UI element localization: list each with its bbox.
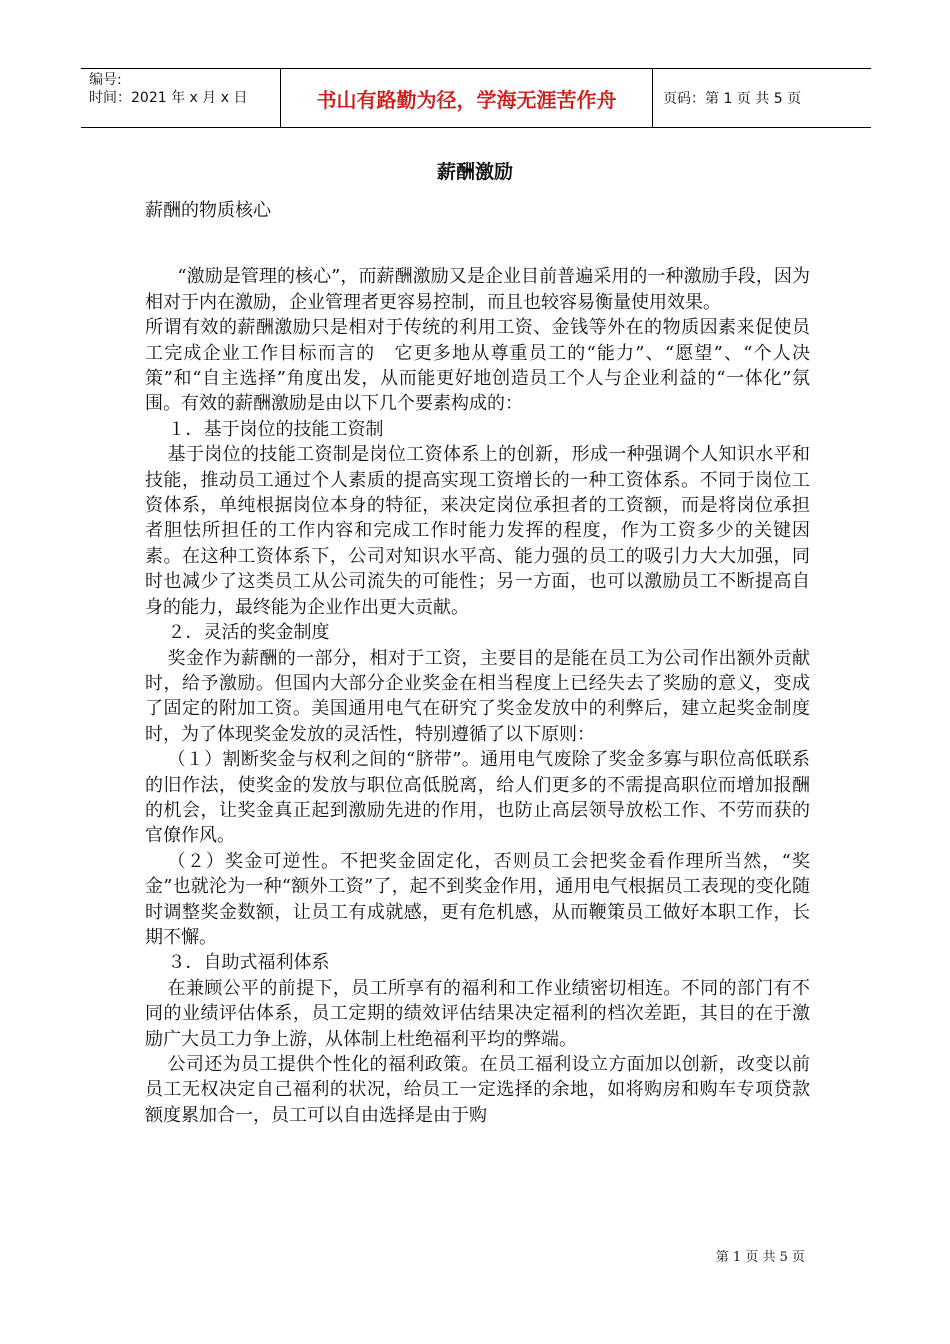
section-heading: １．基于岗位的技能工资制: [167, 418, 384, 440]
document-header: [81, 68, 871, 128]
paragraph: 基于岗位的技能工资制是岗位工资体系上的创新，形成一种强调个人知识水平和技能，推动员工通过个人素质的提高实现工资增长的一种工资体系。不同于岗位工资体系，单纯根据岗位本身的特征，来决定岗位承担者的工资额，而是将岗位承担者胆怯所担任的工作内容和完成工作时能力发挥的程度，作为工资多少的关键因素。在这种工资体系下，公司对知识水平高、能力强的员工的吸引力大大加强，同时也减少了这类员工从公司流失的可能性；另一方面，也可以激励员工不断提高自身的能力，最终能为企业作出更大贡献。: [145, 444, 810, 618]
header-motto: 书山有路勤为径，学海无涯苦作舟: [281, 69, 653, 127]
section-heading: ２．灵活的奖金制度: [167, 622, 330, 644]
paragraph: 所谓有效的薪酬激励只是相对于传统的利用工资、金钱等外在的物质因素来促使员工完成企业工作目标而言的 它更多地从尊重员工的“能力”、“愿望”、“个人决策”和“自主选择”角度出发，从而能更好地创造员工个人与企业利益的“一体化”氛围。有效的薪酬激励是由以下几个要素构成的：: [145, 317, 810, 415]
paragraph: 奖金作为薪酬的一部分，相对于工资，主要目的是能在员工为公司作出额外贡献时，给予激励。但国内大部分企业奖金在相当程度上已经失去了奖励的意义，变成了固定的附加工资。美国通用电气在研究了奖金发放中的利弊后，建立起奖金制度时，为了体现奖金发放的灵活性，特别遵循了以下原则：: [145, 647, 810, 745]
section-subtitle: 薪酬的物质核心: [145, 200, 271, 221]
paragraph: 在兼顾公平的前提下，员工所享有的福利和工作业绩密切相连。不同的部门有不同的业绩评估体系，员工定期的绩效评估结果决定福利的档次差距，其目的在于激励广大员工力争上游，从体制上杜绝福利平均的弊端。: [145, 977, 810, 1050]
paragraph: （１）割断奖金与权利之间的“脐带”。通用电气废除了奖金多寡与职位高低联系的旧作法，使奖金的发放与职位高低脱离，给人们更多的不需提高职位而增加报酬的机会，让奖金真正起到激励先进的作用，也防止高层领导放松工作、不劳而获的官僚作风。: [145, 749, 810, 847]
header-number-label: 编号:: [89, 72, 122, 88]
header-page-label: 页码：第 1 页 共 5 页: [663, 91, 802, 107]
paragraph: 公司还为员工提供个性化的福利政策。在员工福利设立方面加以创新，改变以前员工无权决定自己福利的状况，给员工一定选择的余地，如将购房和购车专项贷款额度累加合一，员工可以自由选择是由于购: [145, 1054, 810, 1126]
header-time-label: 时间：2021 年 x 月 x 日: [89, 90, 248, 106]
document-title: 薪酬激励: [436, 161, 513, 183]
header-meta: [81, 69, 281, 127]
paragraph: “激励是管理的核心”，而薪酬激励又是企业目前普遍采用的一种激励手段，因为相对于内在激励，企业管理者更容易控制，而且也较容易衡量使用效果。: [145, 266, 810, 313]
document-body: [145, 198, 810, 1128]
section-heading: ３．自助式福利体系: [167, 952, 330, 974]
page-footer: 第 1 页 共 5 页: [715, 1250, 805, 1265]
paragraph: （２）奖金可逆性。不把奖金固定化，否则员工会把奖金看作理所当然，“奖金”也就沦为一种“额外工资”了，起不到奖金作用，通用电气根据员工表现的变化随时调整奖金数额，让员工有成就感，更有危机感，从而鞭策员工做好本职工作，长期不懈。: [145, 850, 810, 948]
